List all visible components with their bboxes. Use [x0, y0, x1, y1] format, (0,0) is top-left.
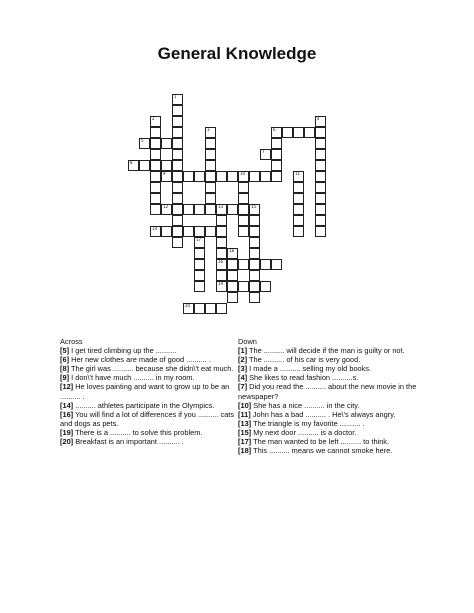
grid-cell[interactable] — [172, 149, 183, 160]
down-heading: Down — [238, 337, 257, 346]
cell-number: 5 — [141, 138, 144, 143]
cell-number: 1 — [174, 94, 177, 99]
grid-cell[interactable] — [183, 171, 194, 182]
down-clue: [13] The triangle is my favorite .......... . — [238, 418, 365, 428]
cell-number: 2 — [152, 116, 155, 121]
grid-cell[interactable] — [216, 204, 227, 215]
puzzle-title: General Knowledge — [157, 44, 317, 63]
grid-cell[interactable] — [249, 270, 260, 281]
cell-number: 3 — [207, 127, 210, 132]
across-clue: [5] I get tired climbing up the .......... — [60, 346, 177, 356]
grid-cell[interactable] — [315, 215, 326, 226]
grid-cell[interactable] — [293, 193, 304, 204]
grid-cell[interactable] — [249, 292, 260, 303]
grid-cell[interactable] — [249, 248, 260, 259]
grid-cell[interactable] — [282, 127, 293, 138]
grid-cell[interactable] — [216, 237, 227, 248]
across-clue: [12] He loves painting and want to grow up to be an .......... . — [60, 382, 230, 401]
grid-cell[interactable] — [194, 270, 205, 281]
grid-cell[interactable] — [249, 215, 260, 226]
grid-cell[interactable] — [315, 226, 326, 237]
cell-number: 8 — [130, 160, 133, 165]
grid-cell[interactable] — [249, 259, 260, 270]
grid-cell[interactable] — [172, 171, 183, 182]
across-clue: [19] There is a .......... to solve this problem. — [60, 427, 203, 437]
grid-cell[interactable] — [315, 149, 326, 160]
grid-cell[interactable] — [216, 259, 227, 270]
cell-number: 6 — [273, 127, 276, 132]
down-clues — [238, 337, 422, 455]
down-clue: [2] The .......... of his car is very good. — [238, 355, 361, 365]
grid-cell[interactable] — [271, 138, 282, 149]
cell-number: 7 — [262, 149, 265, 154]
grid-cell[interactable] — [150, 127, 161, 138]
grid-cell[interactable] — [227, 281, 238, 292]
across-clues — [60, 337, 236, 446]
across-clue: [14] .......... athletes participate in the Olympics. — [60, 400, 215, 410]
grid-cell[interactable] — [205, 193, 216, 204]
grid-cell[interactable] — [249, 171, 260, 182]
grid-cell[interactable] — [205, 149, 216, 160]
across-clue: [8] The girl was .......... because she didn\'t eat much. — [60, 364, 234, 374]
grid-cell[interactable] — [139, 138, 150, 149]
grid-cell[interactable] — [205, 127, 216, 138]
cell-number: 15 — [251, 204, 257, 209]
down-clue: [10] She has a nice .......... in the city. — [238, 400, 360, 410]
across-clue: [20] Breakfast is an important .......... . — [60, 437, 184, 447]
grid-cell[interactable] — [150, 116, 161, 127]
grid-cell[interactable] — [172, 226, 183, 237]
grid-cell[interactable] — [194, 204, 205, 215]
grid-cell[interactable] — [194, 171, 205, 182]
grid-cell[interactable] — [271, 127, 282, 138]
grid-cell[interactable] — [183, 303, 194, 314]
grid-cell[interactable] — [216, 226, 227, 237]
grid-cell[interactable] — [216, 281, 227, 292]
grid-cell[interactable] — [216, 215, 227, 226]
grid-cell[interactable] — [293, 182, 304, 193]
grid-cell[interactable] — [172, 215, 183, 226]
cell-number: 17 — [196, 237, 202, 242]
grid-cell[interactable] — [172, 160, 183, 171]
grid-cell[interactable] — [216, 248, 227, 259]
grid-cell[interactable] — [150, 138, 161, 149]
down-clue: [7] Did you read the .......... about the new movie in the newspaper? — [238, 382, 417, 401]
grid-cell[interactable] — [194, 259, 205, 270]
grid-cell[interactable] — [227, 270, 238, 281]
grid-cell[interactable] — [293, 127, 304, 138]
grid-cell[interactable] — [172, 182, 183, 193]
grid-cell[interactable] — [172, 116, 183, 127]
grid-cell[interactable] — [260, 171, 271, 182]
grid-cell[interactable] — [205, 182, 216, 193]
grid-cell[interactable] — [150, 204, 161, 215]
grid-cell[interactable] — [238, 281, 249, 292]
grid-cell[interactable] — [238, 204, 249, 215]
grid-cell[interactable] — [260, 149, 271, 160]
grid-cell[interactable] — [315, 193, 326, 204]
grid-cell[interactable] — [249, 237, 260, 248]
cell-number: 14 — [152, 226, 158, 231]
grid-cell[interactable] — [205, 138, 216, 149]
cell-number: 19 — [218, 281, 224, 286]
grid-cell[interactable] — [227, 248, 238, 259]
cell-number: 18 — [229, 248, 235, 253]
grid-cell[interactable] — [227, 204, 238, 215]
grid-cell[interactable] — [161, 204, 172, 215]
grid-cell[interactable] — [216, 171, 227, 182]
grid-cell[interactable] — [205, 171, 216, 182]
cell-number: 12 — [163, 204, 169, 209]
cell-number: 13 — [218, 204, 224, 209]
grid-cell[interactable] — [172, 105, 183, 116]
grid-cell[interactable] — [304, 127, 315, 138]
grid-cell[interactable] — [271, 160, 282, 171]
cell-number: 9 — [163, 171, 166, 176]
grid-cell[interactable] — [172, 138, 183, 149]
grid-cell[interactable] — [238, 182, 249, 193]
grid-cell[interactable] — [249, 226, 260, 237]
grid-cell[interactable] — [150, 160, 161, 171]
grid-cell[interactable] — [205, 160, 216, 171]
grid-cell[interactable] — [194, 281, 205, 292]
cell-number: 20 — [185, 303, 191, 308]
grid-cell[interactable] — [315, 127, 326, 138]
grid-cell[interactable] — [315, 182, 326, 193]
down-clue: [1] The .......... will decide if the man is guilty or not. — [238, 346, 405, 356]
grid-cell[interactable] — [161, 226, 172, 237]
grid-cell[interactable] — [150, 149, 161, 160]
grid-cell[interactable] — [161, 171, 172, 182]
grid-cell[interactable] — [238, 193, 249, 204]
grid-cell[interactable] — [172, 127, 183, 138]
across-heading: Across — [60, 337, 83, 346]
cell-number: 4 — [317, 116, 320, 121]
grid-cell[interactable] — [194, 226, 205, 237]
grid-cell[interactable] — [271, 149, 282, 160]
grid-cell[interactable] — [139, 160, 150, 171]
grid-cell[interactable] — [227, 292, 238, 303]
down-clue: [3] I made a .......... selling my old books. — [238, 364, 372, 374]
grid-cell[interactable] — [172, 237, 183, 248]
cell-number: 16 — [218, 259, 224, 264]
grid-cell[interactable] — [194, 303, 205, 314]
grid-cell[interactable] — [161, 138, 172, 149]
grid-cell[interactable] — [150, 226, 161, 237]
grid-cell[interactable] — [238, 259, 249, 270]
grid-cell[interactable] — [194, 237, 205, 248]
grid-cell[interactable] — [238, 226, 249, 237]
grid-cell[interactable] — [183, 226, 194, 237]
grid-cell[interactable] — [227, 259, 238, 270]
grid-cell[interactable] — [172, 193, 183, 204]
grid-cell[interactable] — [315, 138, 326, 149]
grid-cell[interactable] — [271, 259, 282, 270]
cell-number: 11 — [295, 171, 301, 176]
grid-cell[interactable] — [293, 204, 304, 215]
grid-cell[interactable] — [172, 94, 183, 105]
grid-cell[interactable] — [150, 182, 161, 193]
grid-cell[interactable] — [216, 303, 227, 314]
grid-cell[interactable] — [238, 171, 249, 182]
down-clue: [4] She likes to read fashion ..........s. — [238, 373, 359, 383]
down-clue: [15] My next door .......... is a doctor. — [238, 427, 357, 437]
grid-cell[interactable] — [293, 226, 304, 237]
grid-cell[interactable] — [315, 204, 326, 215]
across-clue: [16] You will find a lot of differences if you .......... cats and dogs as pets. — [60, 409, 235, 428]
grid-cell[interactable] — [128, 160, 139, 171]
down-clue: [18] This .......... means we cannot smoke here. — [238, 446, 393, 456]
grid-cell[interactable] — [315, 160, 326, 171]
grid-cell[interactable] — [227, 171, 238, 182]
grid-cell[interactable] — [150, 171, 161, 182]
grid-cell[interactable] — [249, 204, 260, 215]
grid-cell[interactable] — [260, 281, 271, 292]
grid-cell[interactable] — [249, 281, 260, 292]
grid-cell[interactable] — [260, 259, 271, 270]
across-clue: [9] I don\'t have much .......... in my room. — [60, 373, 195, 383]
grid-cell[interactable] — [271, 171, 282, 182]
grid-cell[interactable] — [293, 171, 304, 182]
grid-cell[interactable] — [238, 215, 249, 226]
grid-cell[interactable] — [150, 193, 161, 204]
grid-cell[interactable] — [315, 171, 326, 182]
grid-cell[interactable] — [183, 204, 194, 215]
grid-cell[interactable] — [216, 270, 227, 281]
grid-cell[interactable] — [315, 116, 326, 127]
grid-cell[interactable] — [172, 204, 183, 215]
down-clue: [17] The man wanted to be left .......... to think. — [238, 437, 390, 447]
grid-cell[interactable] — [194, 248, 205, 259]
down-clue: [11] John has a bad .......... . He\'s always angry. — [238, 409, 396, 419]
grid-cell[interactable] — [205, 226, 216, 237]
grid-cell[interactable] — [205, 303, 216, 314]
grid-cell[interactable] — [293, 215, 304, 226]
across-clue: [6] Her new clothes are made of good .......... . — [60, 355, 211, 365]
cell-number: 10 — [240, 171, 246, 176]
grid-cell[interactable] — [205, 204, 216, 215]
grid-cell[interactable] — [161, 160, 172, 171]
